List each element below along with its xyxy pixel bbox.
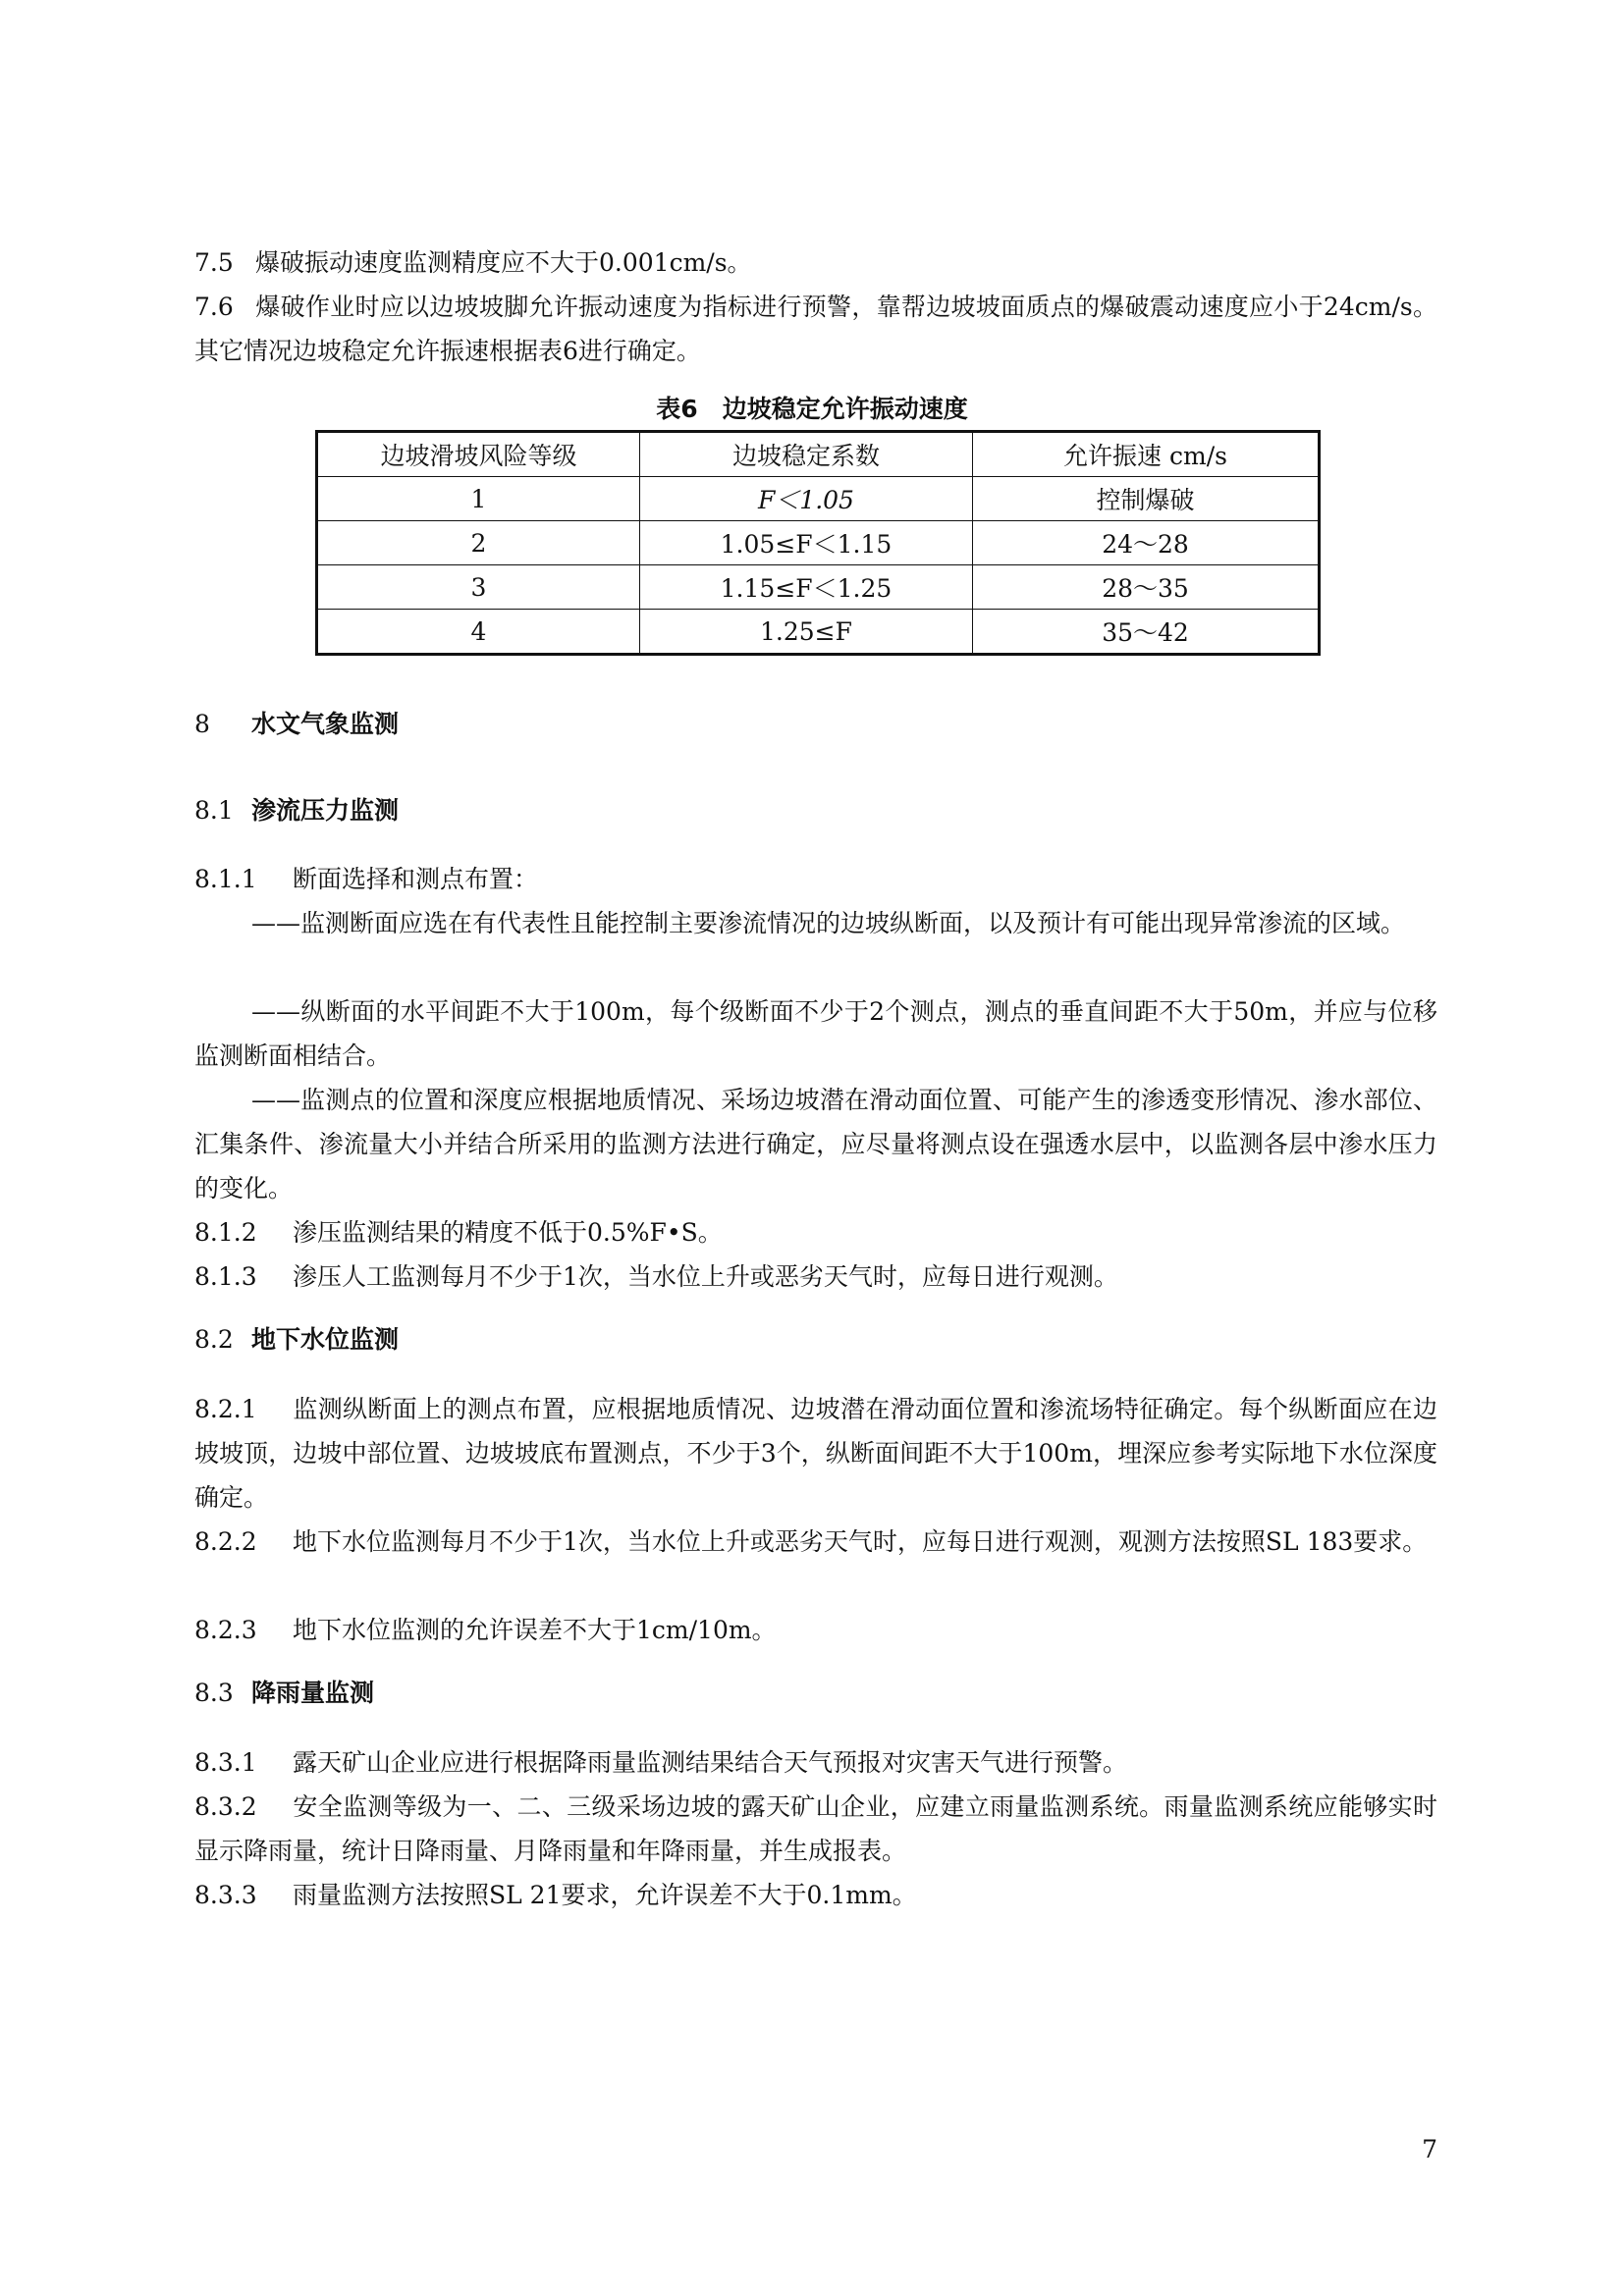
clause-number: 8.2.3	[194, 1616, 257, 1644]
table-cell: 28～35	[973, 565, 1320, 610]
header-cell: 允许振速 cm/s	[973, 432, 1320, 477]
clause-8-2-3	[194, 1608, 1437, 1652]
table-header-row	[317, 432, 1320, 477]
table-cell: 1	[317, 477, 640, 521]
dash-item: ——纵断面的水平间距不大于100m，每个级断面不少于2个测点，测点的垂直间距不大于50m，并应与位移监测断面相结合。	[194, 997, 1437, 1070]
dash-item: ——监测断面应选在有代表性且能控制主要渗流情况的边坡纵断面，以及预计有可能出现异常渗流的区域。	[251, 909, 1406, 937]
table-row	[317, 565, 1320, 610]
clause-text: 地下水位监测的允许误差不大于1cm/10m。	[293, 1616, 777, 1644]
header-cell: 边坡滑坡风险等级	[317, 432, 640, 477]
clause-8-3-3	[194, 1873, 1437, 1917]
clause-number: 8.3.1	[194, 1748, 257, 1777]
clause-text: 露天矿山企业应进行根据降雨量监测结果结合天气预报对灾害天气进行预警。	[293, 1748, 1128, 1777]
clause-text: 雨量监测方法按照SL 21要求，允许误差不大于0.1mm。	[293, 1881, 917, 1909]
section-title: 水文气象监测	[251, 710, 400, 738]
clause-text: 监测纵断面上的测点布置，应根据地质情况、边坡潜在滑动面位置和渗流场特征确定。每个纵断面应在边坡坡顶，边坡中部位置、边坡坡底布置测点，不少于3个，纵断面间距不大于100m，埋深应参考实际地下水位深度确定。	[194, 1395, 1437, 1512]
clause-text: 地下水位监测每月不少于1次，当水位上升或恶劣天气时，应每日进行观测，观测方法按照SL 183要求。	[293, 1527, 1428, 1556]
table-row	[317, 610, 1320, 655]
clause-number: 8.3.3	[194, 1881, 257, 1909]
table-cell: 24～28	[973, 521, 1320, 565]
page-number: 7	[1422, 2135, 1437, 2163]
clause-8-1-1	[194, 857, 1437, 901]
clause-text: 爆破振动速度监测精度应不大于0.001cm/s。	[255, 248, 752, 277]
clause-number: 7.6	[194, 293, 234, 321]
table-cell: 控制爆破	[973, 477, 1320, 521]
table-cell: 4	[317, 610, 640, 655]
header-cell: 边坡稳定系数	[639, 432, 972, 477]
section-8-2-heading	[194, 1320, 399, 1360]
table-cell: 35～42	[973, 610, 1320, 655]
clause-8-3-2	[194, 1785, 1437, 1873]
table-cell: F＜1.05	[639, 477, 972, 521]
clause-text: 渗压人工监测每月不少于1次，当水位上升或恶劣天气时，应每日进行观测。	[293, 1262, 1118, 1291]
slope-vibration-table	[315, 430, 1321, 656]
clause-number: 8.1.2	[194, 1218, 257, 1247]
section-number: 8.3	[194, 1679, 234, 1707]
section-number: 8.2	[194, 1325, 234, 1354]
section-title: 降雨量监测	[251, 1679, 375, 1707]
clause-7-6	[194, 285, 1437, 373]
section-title: 地下水位监测	[251, 1325, 400, 1354]
clause-number: 7.5	[194, 248, 234, 277]
clause-text: 爆破作业时应以边坡坡脚允许振动速度为指标进行预警，靠帮边坡坡面质点的爆破震动速度应小于24cm/s。其它情况边坡稳定允许振速根据表6进行确定。	[194, 293, 1437, 365]
dash-item: ——监测点的位置和深度应根据地质情况、采场边坡潜在滑动面位置、可能产生的渗透变形情况、渗水部位、汇集条件、渗流量大小并结合所采用的监测方法进行确定，应尽量将测点设在强透水层中，以监测各层中渗水压力的变化。	[194, 1086, 1437, 1202]
table-cell: 3	[317, 565, 640, 610]
clause-number: 8.3.2	[194, 1792, 257, 1821]
clause-8-1-3	[194, 1255, 1437, 1299]
table-row	[317, 521, 1320, 565]
clause-7-5	[194, 240, 1437, 285]
clause-number: 8.2.1	[194, 1395, 257, 1423]
clause-text: 安全监测等级为一、二、三级采场边坡的露天矿山企业，应建立雨量监测系统。雨量监测系统应能够实时显示降雨量，统计日降雨量、月降雨量和年降雨量，并生成报表。	[194, 1792, 1437, 1865]
clause-number: 8.2.2	[194, 1527, 257, 1556]
clause-8-3-1	[194, 1740, 1437, 1785]
clause-8-2-2	[194, 1520, 1437, 1564]
clause-8-2-1	[194, 1387, 1437, 1520]
clause-8-1-2	[194, 1210, 1437, 1255]
clause-number: 8.1.3	[194, 1262, 257, 1291]
section-8-1-heading	[194, 791, 399, 830]
section-title: 渗流压力监测	[251, 796, 400, 825]
clause-text: 渗压监测结果的精度不低于0.5%F•S。	[293, 1218, 723, 1247]
section-number: 8	[194, 710, 210, 738]
table-cell: 1.25≤F	[639, 610, 972, 655]
table-cell: 1.05≤F＜1.15	[639, 521, 972, 565]
section-8-3-heading	[194, 1674, 374, 1713]
table-cell: 2	[317, 521, 640, 565]
table-row	[317, 477, 1320, 521]
table-cell: 1.15≤F＜1.25	[639, 565, 972, 610]
clause-text: 断面选择和测点布置：	[293, 865, 539, 893]
section-number: 8.1	[194, 796, 234, 825]
clause-number: 8.1.1	[194, 865, 257, 893]
table-caption: 表6 边坡稳定允许振动速度	[656, 395, 968, 423]
section-8-heading	[194, 705, 399, 744]
